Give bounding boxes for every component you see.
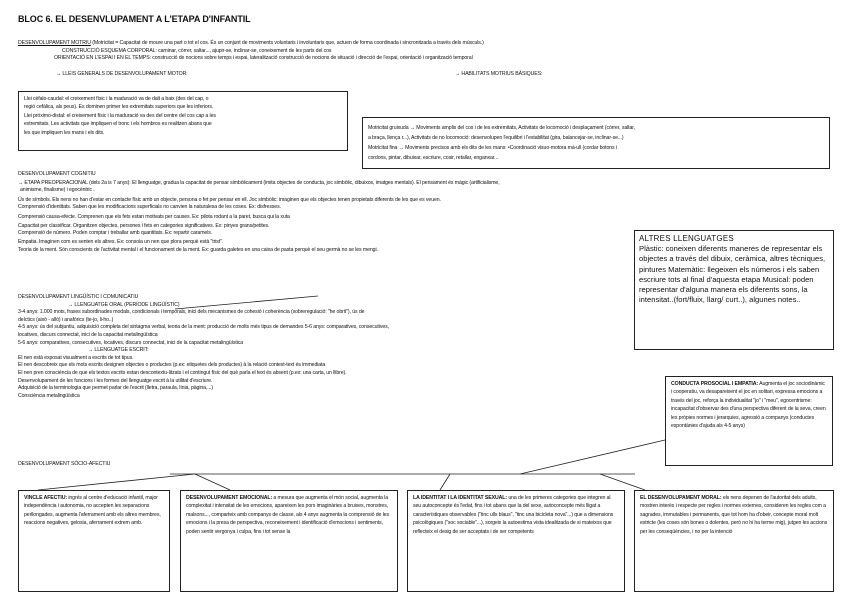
motor-line2: ORIENTACIÓ EN L'ESPAI I EN EL TEMPS: construcció de nocions sobre temps i espai, lateralització construcció de nocions de situació i direcció de l'espai, orientació i organització temporal: [54, 55, 473, 62]
motor-section: [18, 40, 484, 63]
written-line: El nen descobreix que els mots escrits designen objectes o productes (p.ex: etiquetes dels productes) à la relació context-text és immediata: [18, 362, 326, 369]
cognitive-line: Ús de símbols. Els nens no han d'estar en contacte físic amb un objecte, persona o fet per pensar en ell. Joc simbòlic: imaginen que els objectes tenen propietats diferents de les que es veuen.: [18, 196, 441, 203]
oral-line: 3-4 anys: 1.000 mots, frases subordinades modals, condicionals i temporals, inici dels mecanismes de cohesió i coherència (sobreregulació: "he obrit"), ús de: [18, 309, 365, 316]
written-line: Desenvolupament de les funcions i les formes del llenguatge escrit à la utilitat d'escriure.: [18, 377, 213, 384]
law-line: Llei próximo-distal: el creixement físic i la maduració va des del centre del cos cap a les: [24, 112, 216, 119]
linguistic-heading: DESENVOLUPAMENT LINGÜÍSTIC I COMUNICATIU: [18, 294, 139, 300]
law-line: les que impliquen les mans i els dits.: [24, 129, 105, 136]
socio-box-emotional: [180, 490, 398, 592]
motor-definition: (Motricitat = Capacitat de moure una part o tot el cos. És un conjunt de moviments voluntaris i involuntaris que, actuen de forma coordinada i sincronitzada a través dels músculs.): [92, 40, 484, 46]
written-line: El nen està exposat visualment a escrits de tot tipus.: [18, 354, 134, 361]
other-languages-text: Plàstic: coneixen diferents maneres de representar els objectes a través del dibuix, ceràmica, altres tècniques, pintures Matemàtic: llegeixen els números i els saben escriure tots al final d'aquesta etapa Musical: poden representar d'alguna manera els diferents sons, la intensitat..(fort/fluix, llarg/ curt..), algunes notes..: [639, 244, 826, 305]
oral-line: locatives, discurs connectat, inici de la capacitat metalingüística: [18, 331, 158, 338]
skill-line: cordons, pintar, dibuixar, escriure, cosir, retallar, enganxar...: [368, 155, 499, 161]
cognitive-line: animisme, finalisme) i egocèntric .: [20, 187, 95, 194]
cognitive-line: Comprensió de número. Poden comptar i treballar amb quantitats. Ex: repartir caramels.: [18, 230, 213, 237]
cognitive-heading: DESENVOLUPAMENT COGNITIU: [18, 171, 96, 177]
law-line: regió cefàlica, als peus). Es dominen primer les extremitats superiors que les inferiors.: [24, 104, 214, 111]
law-line: Llei cèfalo-caudal: el creixement físic i la maduració va de dalt a baix (des del cap, o: [24, 96, 209, 102]
oral-line: 4-5 anys: ús del subjuntiu, adquisició completa del sintagma verbal, teoria de la ment: producció de molts més tipus de demandes 5-6 anys: comparatives, consecutives,: [18, 324, 389, 331]
motor-sub-left: → LLEIS GENERALS DE DESENVOLUPAMENT MOTOR:: [56, 71, 188, 77]
socio-box-bond: [18, 490, 170, 592]
socio-box-text: ingrés al centre d'educació infantil, major independència i autonomia, no accepten les separacions perllongades, augmenta l'aferrament amb els altres membres, reaccions negatives, gelosia, aferrament extrem amb.: [24, 495, 161, 527]
written-heading: → LLENGUATGE ESCRIT:: [88, 347, 149, 354]
law-line: extremitats. Les activitats que impliquen el tronc i els hombros es realitzen abans que: [24, 121, 212, 128]
socio-box-identity: [407, 490, 625, 592]
linguistic-section: [18, 294, 389, 400]
socio-box-moral: [634, 490, 834, 592]
oral-line: deíctics (això - allò) i anafòrics (te-jo, li-ho..): [18, 316, 114, 323]
written-line: Adquisició de la terminologia que permet parlar de l'escrit (lletra, paraula, línia, pàgina,...): [18, 385, 213, 392]
socio-box-heading: VINCLE AFECTIU:: [24, 495, 67, 501]
skill-line: Motricitat gruixuda → Moviments amplis del cos i de les extremitats, Activitats de locomoció i desplaçament (córrer, saltar,: [368, 125, 635, 131]
cognitive-section: [18, 171, 500, 255]
prosocial-text: Augmenta el joc sociodinàmic i cooperatiu, va desapareixent el joc en solitari, expressa emocions a través del joc, reforça la individualitat "jo" i "meu", egocentrisme: incapacitat d'observar des d'una perspectiva diferent de la seva, creen les pròpies normes i jerarquies, agressió a companys (conductes espontànies d'ajuda als 4-5 anys): [671, 381, 826, 430]
other-languages-heading: ALTRES LLENGUATGES: [639, 234, 734, 243]
cognitive-line: Comprensió d'identitats. Saben que les modificacions superficials no canvien la naturalesa de les coses. Ex: disfresses.: [18, 204, 281, 211]
cognitive-line: → ETAPA PREOPERACIONAL (dels 2a is 7 anys): El llenguatge, gradua la capacitat de pensar simbòlicament (imita objectes de conducta, joc simbòlic, dibuixos, imatges mentals). El pensament és màgic (artificialisme,: [18, 179, 500, 186]
written-line: Consciència metalingüística: [18, 392, 80, 399]
socio-box-heading: DESENVOLUPAMENT EMOCIONAL:: [186, 495, 273, 501]
cognitive-line: Empatia. Imaginen com es senten els altres. Ex: consola un nen que plora perquè està "trist".: [18, 238, 224, 245]
motor-heading: DESENVOLUPAMENT MOTRIU: [18, 40, 91, 46]
oral-line: 5-6 anys: comparatives, consecutives, locatives, discurs connectat, inici de la capacitat metalingüística: [18, 339, 244, 346]
cognitive-line: Capacitat per classificar. Organitzen objectes, persones i fets en categories significatives. Ex: pinyes grans/petites.: [18, 222, 270, 229]
skill-line: Motricitat fina → Moviments precisos amb els dits de les mans: •Coordinació visuo-motora mà-ull (cordar botons i: [368, 145, 617, 151]
socio-box-heading: EL DESENVOLUPAMENT MORAL:: [640, 495, 722, 501]
oral-heading: → LLENGUATGE ORAL (PERÍODE LINGÜÍSTIC): [68, 301, 180, 308]
socio-box-text: a mesura que augmenta el món social, augmenta la complexitat i intensitat de les emocions, apareixen les pors imaginàries a bruixes, monstres, malsons..., comparteix amb companys de classe, als 4 anys augmenta la comprensió de les emocions i la presa de perspectiva, reconeixement i identificació d'emocions i sentiments, poden sentir vergonya i culpa, fins i tot sense la: [186, 495, 389, 535]
motor-line1: CONSTRUCCIÓ ESQUEMA CORPORAL: caminar, córrer, saltar..., ajupir-se, inclinar-se, coneixement de les parts del cos: [62, 47, 332, 54]
socio-box-text: els nens depenen de l'autoritat dels adults, mostren interès i respecte per regles i normes externes, consideren les regles com a sagrades, immutables i permanents, que tot hom ha d'obeir, concepte moral molt estricte (les coses són bones o dolentes, però no hi ha terme mig), jutgen les accions per les conseqüències, i no per la intenció: [640, 495, 828, 535]
socio-box-heading: LA IDENTITAT I LA IDENTITAT SEXUAL:: [413, 495, 507, 501]
prosocial-box: [665, 376, 833, 466]
other-languages-box: [634, 230, 834, 350]
motor-laws-box: [18, 91, 348, 151]
motor-sub-right: → HABILITATS MOTRIUS BÀSIQUES:: [455, 71, 543, 77]
page-title: BLOC 6. EL DESENVLUPAMENT A L'ETAPA D'INFANTIL: [18, 14, 251, 24]
cognitive-line: Comprensió causa-efecte. Comprenen que els fets estan motivats per causes. Ex: pilota rodant a la paret, busca qui la xuta: [18, 213, 290, 220]
socio-heading: DESENVOLUPAMENT SÒCIO-AFECTIU: [18, 461, 111, 467]
socio-box-text: una de les primeres categories que integren al seu autoconcepte és l'edat, fins i tot abans que la del sexe, autoconcepte més lligat a característiques observables ("tinc ulls blaus", "tinc una bicicleta nova"...) que a dimensions psicològiques ("soc sociable"...), sorgeix la autoestima vista idealitzada de si mateixos que reflecteix el desig de ser acceptats i de ser competents: [413, 495, 614, 535]
motor-skills-box: [362, 117, 830, 169]
written-line: El nen pren consciència de que els textos escrits estan descontextu-litzats i el contingut físic del què parla el text és absent (p.ex: una carta, un llibre).: [18, 369, 347, 376]
prosocial-heading: CONDUCTA PROSOCIAL I EMPATIA:: [671, 381, 759, 387]
cognitive-line: Teoria de la ment. Són conscients de l'activitat mental i el funcionament de la ment. Ex: guarda galetes en una caixa de pasta perquè el seu germà no se les mengi.: [18, 247, 378, 254]
skill-line: a braça, llença r...), Activitats de no locomoció: desenvolupen l'equilibri i l'estabilitat (gira, balancejar-se, inclinar-se...): [368, 135, 624, 141]
